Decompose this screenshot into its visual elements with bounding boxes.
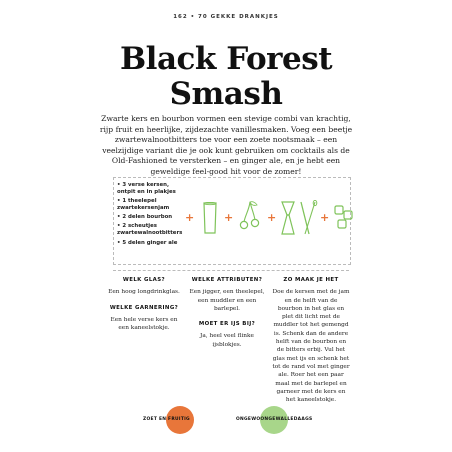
muddler-spoon-icon bbox=[298, 200, 318, 236]
ingredient-item: • 5 delen ginger ale bbox=[117, 240, 189, 247]
ice-heading: MOET ER IJS BIJ? bbox=[198, 321, 256, 328]
running-head: 162 • 70 GEKKE DRANKJES bbox=[173, 14, 279, 20]
plus-icon: + bbox=[267, 211, 277, 224]
recipe-title bbox=[0, 42, 452, 112]
plus-icon: + bbox=[185, 211, 195, 224]
section-divider bbox=[113, 270, 349, 271]
glass-garnish-column bbox=[106, 276, 182, 339]
tools-ice-column bbox=[186, 276, 268, 356]
ingredient-item: • 3 verse kersen, ontpit en in plakjes bbox=[117, 182, 189, 196]
jigger-icon bbox=[281, 201, 295, 235]
plus-icon: + bbox=[320, 211, 330, 224]
ingredient-item: • 2 scheutjes zwartewalnootbitters bbox=[117, 223, 189, 237]
glass-text: Een hoog longdrinkglas. bbox=[108, 289, 180, 296]
ice-cubes-icon bbox=[333, 204, 355, 232]
method-text: Doe de kersen met de jam en de helft van de bourbon in het glas en plet dit licht met de muddler tot het gemengd is. Schenk dan de andere helft van de bourbon en de bitters erbij. Vul het glas met ijs en schenk het tot de rand vol met ginger ale. Roer het een paar maal met de barlepel en garneer met de kers en het kaneelstokje. bbox=[272, 289, 350, 404]
tools-heading: WELKE ATTRIBUTEN? bbox=[191, 277, 263, 283]
ingredient-list bbox=[117, 182, 189, 249]
recipe-title-line-2: Smash bbox=[169, 76, 283, 112]
ingredient-item: • 1 theelepel zwartekersenjam bbox=[117, 198, 189, 212]
recipe-title-line-1: Black Forest bbox=[119, 41, 333, 77]
highball-glass-icon bbox=[202, 202, 218, 234]
tools-text: Een jigger, een theelepel, een muddler en een barlepel. bbox=[189, 289, 265, 312]
glass-heading: WELK GLAS? bbox=[122, 277, 166, 283]
garnish-text: Een hele verse kers en een kaneelstokje. bbox=[110, 316, 178, 332]
tools-illustration bbox=[182, 198, 358, 238]
intro-paragraph: Zwarte kers en bourbon vormen een stevige combi van krachtig, rijp fruit en heerlijke, zijdezachte vanillesmaken. Voeg een beetje zwartewalnootbitters toe voor een zoete nootsmaak – een veelzijdige variant die je ook kunt gebruiken om cocktails als de Old-Fashioned te versterken – en ginger ale, en je hebt een geweldige feel-good hit voor de zomer! bbox=[99, 114, 353, 176]
garnish-heading: WELKE GARNERING? bbox=[109, 304, 179, 311]
method-heading: ZO MAAK JE HET bbox=[283, 277, 339, 283]
method-column bbox=[272, 276, 350, 411]
ice-text: Ja, heel veel flinke ijsblokjes. bbox=[200, 333, 254, 348]
cherries-icon bbox=[239, 200, 261, 232]
ingredient-item: • 2 delen bourbon bbox=[117, 214, 189, 221]
plus-icon: + bbox=[224, 211, 234, 224]
style-badge-label: ONGEWOONGEWALLEDAAGS bbox=[236, 417, 313, 422]
flavor-badge-label: ZOET EN FRUITIG bbox=[143, 417, 190, 422]
